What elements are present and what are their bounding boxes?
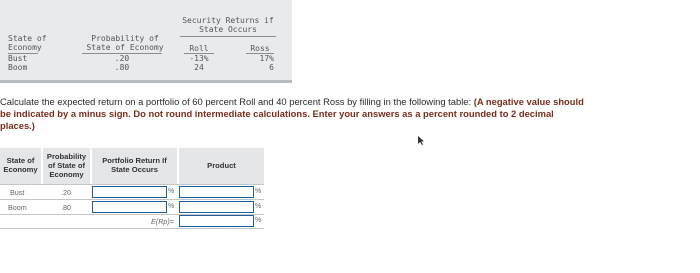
answer-table (0, 148, 264, 243)
col-product-header: Product (207, 161, 236, 170)
instructions-emphasis: (A negative value should be indicated by a minus sign. Do not round intermediate calculations. Enter your answers as a percent rounded to 2 decimal places.) (0, 96, 584, 131)
percent-sign: % (168, 203, 175, 210)
row-state-label: Boom (8, 203, 27, 212)
expected-return-label: E(Rp)= (151, 217, 174, 226)
col-ross-header: Ross (250, 44, 270, 53)
table-row-roll: -13% (189, 54, 209, 63)
table-row-roll: 24 (194, 63, 204, 72)
header-group-label: Security Returns if State Occurs (182, 16, 274, 34)
row-state-label: Bust (10, 188, 25, 197)
question-instructions (0, 96, 590, 132)
product-input-bust[interactable] (179, 186, 254, 198)
instructions-text: Calculate the expected return on a portfolio of 60 percent Roll and 40 percent Ross by filling in the following table: (0, 96, 472, 107)
row-divider (0, 199, 264, 200)
table-row-prob: .80 (114, 63, 130, 72)
row-prob-value: .80 (61, 203, 71, 212)
table-row-prob: .20 (114, 54, 130, 63)
header-group-underline (180, 36, 276, 37)
table-row-ross: 6 (269, 63, 274, 72)
row-prob-value: .20 (61, 188, 71, 197)
col-roll-header: Roll (189, 44, 209, 53)
table-bottom-border (0, 80, 292, 83)
table-bottom-line (0, 228, 264, 229)
col-prob-header: Probability of State of Economy (86, 34, 164, 52)
col-prob-header: Probability of State of Economy (46, 152, 87, 179)
table-row-state: Boom (8, 63, 28, 72)
expected-return-input[interactable] (179, 215, 254, 227)
percent-sign: % (168, 188, 175, 195)
percent-sign: % (255, 203, 262, 210)
product-input-boom[interactable] (179, 201, 254, 213)
table-row-state: Bust (8, 54, 28, 63)
table-row-ross: 17% (259, 54, 274, 63)
percent-sign: % (255, 188, 262, 195)
cursor-arrow-icon (417, 135, 425, 145)
col-portfolio-return-header: Portfolio Return If State Occurs (102, 156, 167, 174)
col-state-header: State of Economy (3, 156, 38, 174)
percent-sign: % (255, 217, 262, 224)
portfolio-return-input-boom[interactable] (92, 201, 167, 213)
col-state-header: State of Economy (8, 34, 47, 52)
portfolio-return-input-bust[interactable] (92, 186, 167, 198)
header-bottom-line (0, 184, 264, 185)
